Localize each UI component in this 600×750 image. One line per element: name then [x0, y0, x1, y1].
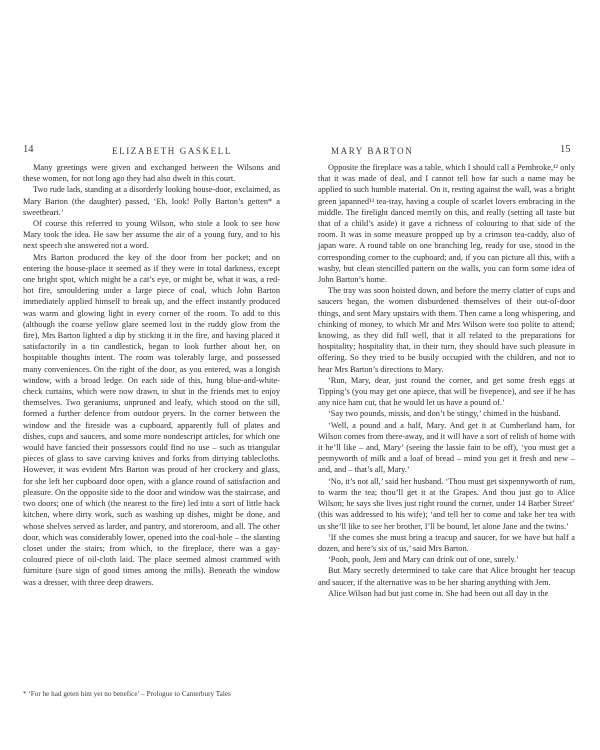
footnote: * ‘For he had geten him yet no benefice’ – Prologue to Canterbury Tales [23, 690, 231, 698]
right-text-column [318, 162, 575, 599]
paragraph: Mrs Barton produced the key of the door from her pocket; and on entering the house-place it seemed as if they were in total darkness, except one bright spot, which might be a cat’s eye, or might be, what it was, a red-hot fire, smouldering under a large piece of coal, which John Barton immediately applied himself to break up, and the effect instantly produced was warm and glowing light in every corner of the room. To add to this (although the coarse yellow glare seemed lost in the ruddy glow from the fire), Mrs Barton lighted a dip by sticking it in the fire, and having placed it satisfactorily in a tin candlestick, began to look further about her, on hospitable thoughts intent. The room was tolerably large, and possessed many conveniences. On the right of the door, as you entered, was a longish window, with a broad ledge. On each side of this, hung blue-and-white-check curtains, which were now drawn, to shut in the friends met to enjoy themselves. Two geraniums, unpruned and leafy, which stood on the sill, formed a further defence from outdoor pryers. In the corner between the window and the fireside was a cupboard, apparently full of plates and dishes, cups and saucers, and some more nondescript articles, for which one would have fancied their possessors could find no use – such as triangular pieces of glass to save carving knives and forks from dirtying tablecloths. However, it was evident Mrs Barton was proud of her crockery and glass, for she left her cupboard door open, with a glance round of satisfaction and pleasure. On the opposite side to the door and window was the staircase, and two doors; one of which (the nearest to the fire) led into a sort of little back kitchen, where dirty work, such as washing up dishes, might be done, and whose shelves served as larder, and pantry, and storeroom, and all. The other door, which was considerably lower, opened into the coal-hole – the slanting closet under the stairs; from which, to the fireplace, there was a gay-coloured piece of oil-cloth laid. The place seemed almost crammed with furniture (sure sign of good times among the mills). Beneath the window was a dresser, with three deep drawers. [23, 252, 280, 587]
paragraph: Alice Wilson had but just come in. She had been out all day in the [328, 588, 549, 598]
running-head-right: MARY BARTON [331, 146, 414, 156]
paragraph: ‘Run, Mary, dear, just round the corner, and get some fresh eggs at Tipping’s (you may get one apiece, that will be fivepence), and see if he has any nice ham cut, that he would let us have a pound of.’ [318, 375, 575, 408]
running-head-left: ELIZABETH GASKELL [112, 146, 232, 156]
page-number-right: 15 [560, 144, 571, 155]
left-text-column [23, 162, 280, 588]
paragraph: Of course this referred to young Wilson, who stole a look to see how Mary took the idea. He saw her assume the air of a young fury, and to his next speech she answered not a word. [23, 219, 280, 251]
paragraph: Two rude lads, standing at a disorderly looking house-door, exclaimed, as Mary Barton (the daughter) passed, ‘Eh, look! Polly Barton’s getten* a sweetheart.’ [23, 185, 280, 217]
page-number-left: 14 [23, 144, 34, 155]
paragraph: ‘If she comes she must bring a teacup and saucer, for we have but half a dozen, and here’s six of us,’ said Mrs Barton. [318, 532, 575, 553]
right-page [300, 0, 600, 750]
paragraph: ‘No, it’s not all,’ said her husband. ‘Thou must get sixpennyworth of rum, to warm the tea; thou’ll get it at the Grapes. And thou just go to Alice Wilson; he says she lives just right round the corner, under 14 Barber Street’ (this was addressed to his wife); ‘and tell her to come and take her tea with us she’ll like to see her brother, I’ll be bound, let alone Jane and the twins.’ [318, 476, 575, 531]
paragraph: ‘Say two pounds, missis, and don’t be stingy,’ chimed in the husband. [328, 409, 561, 419]
paragraph: The tray was soon hoisted down, and before the merry clatter of cups and saucers began, the women disburdened themselves of their out-of-door things, and sent Mary upstairs with them. Then came a long whispering, and chinking of money, to which Mr and Mrs Wilson were too polite to attend; knowing, as they did full well, that it all related to the preparations for hospitality; hospitality that, in their turn, they should have such pleasure in offering. So they tried to be busily occupied with the children, and not to hear Mrs Barton’s directions to Mary. [318, 286, 575, 374]
paragraph: ‘Pooh, pooh, Jem and Mary can drink out of one, surely.’ [328, 555, 519, 565]
paragraph: Opposite the fireplace was a table, which I should call a Pembroke,¹² only that it was made of deal, and I cannot tell how far such a name may be applied to such humble material. On it, resting against the wall, was a bright green japanned¹³ tea-tray, having a couple of scarlet lovers embracing in the middle. The firelight danced merrily on this, and really (setting all taste but that of a child’s aside) it gave a richness of colouring to that side of the room. It was in some measure propped up by a crimson tea-caddy, also of japan ware. A round table on one branching leg, ready for use, stood in the corresponding corner to the cupboard; and, if you can picture all this, with a washy, but clean stencilled pattern on the walls, you can form some idea of John Barton’s home. [318, 163, 575, 285]
paragraph: Many greetings were given and exchanged between the Wilsons and these women, for not long ago they had also dwelt in this court. [23, 163, 280, 184]
paragraph: But Mary secretly determined to take care that Alice brought her teacup and saucer, if the alternative was to be her sharing anything with Jem. [318, 566, 575, 587]
paragraph: ‘Well, a pound and a half, Mary. And get it at Cumberland ham, for Wilson comes from there-away, and it will have a sort of relish of home with it he’ll like – and, Mary’ (seeing the lassie fain to be off), ‘you must get a pennyworth of milk and a loaf of bread – mind you get it fresh and new – and, and – that’s all, Mary.’ [318, 420, 575, 475]
